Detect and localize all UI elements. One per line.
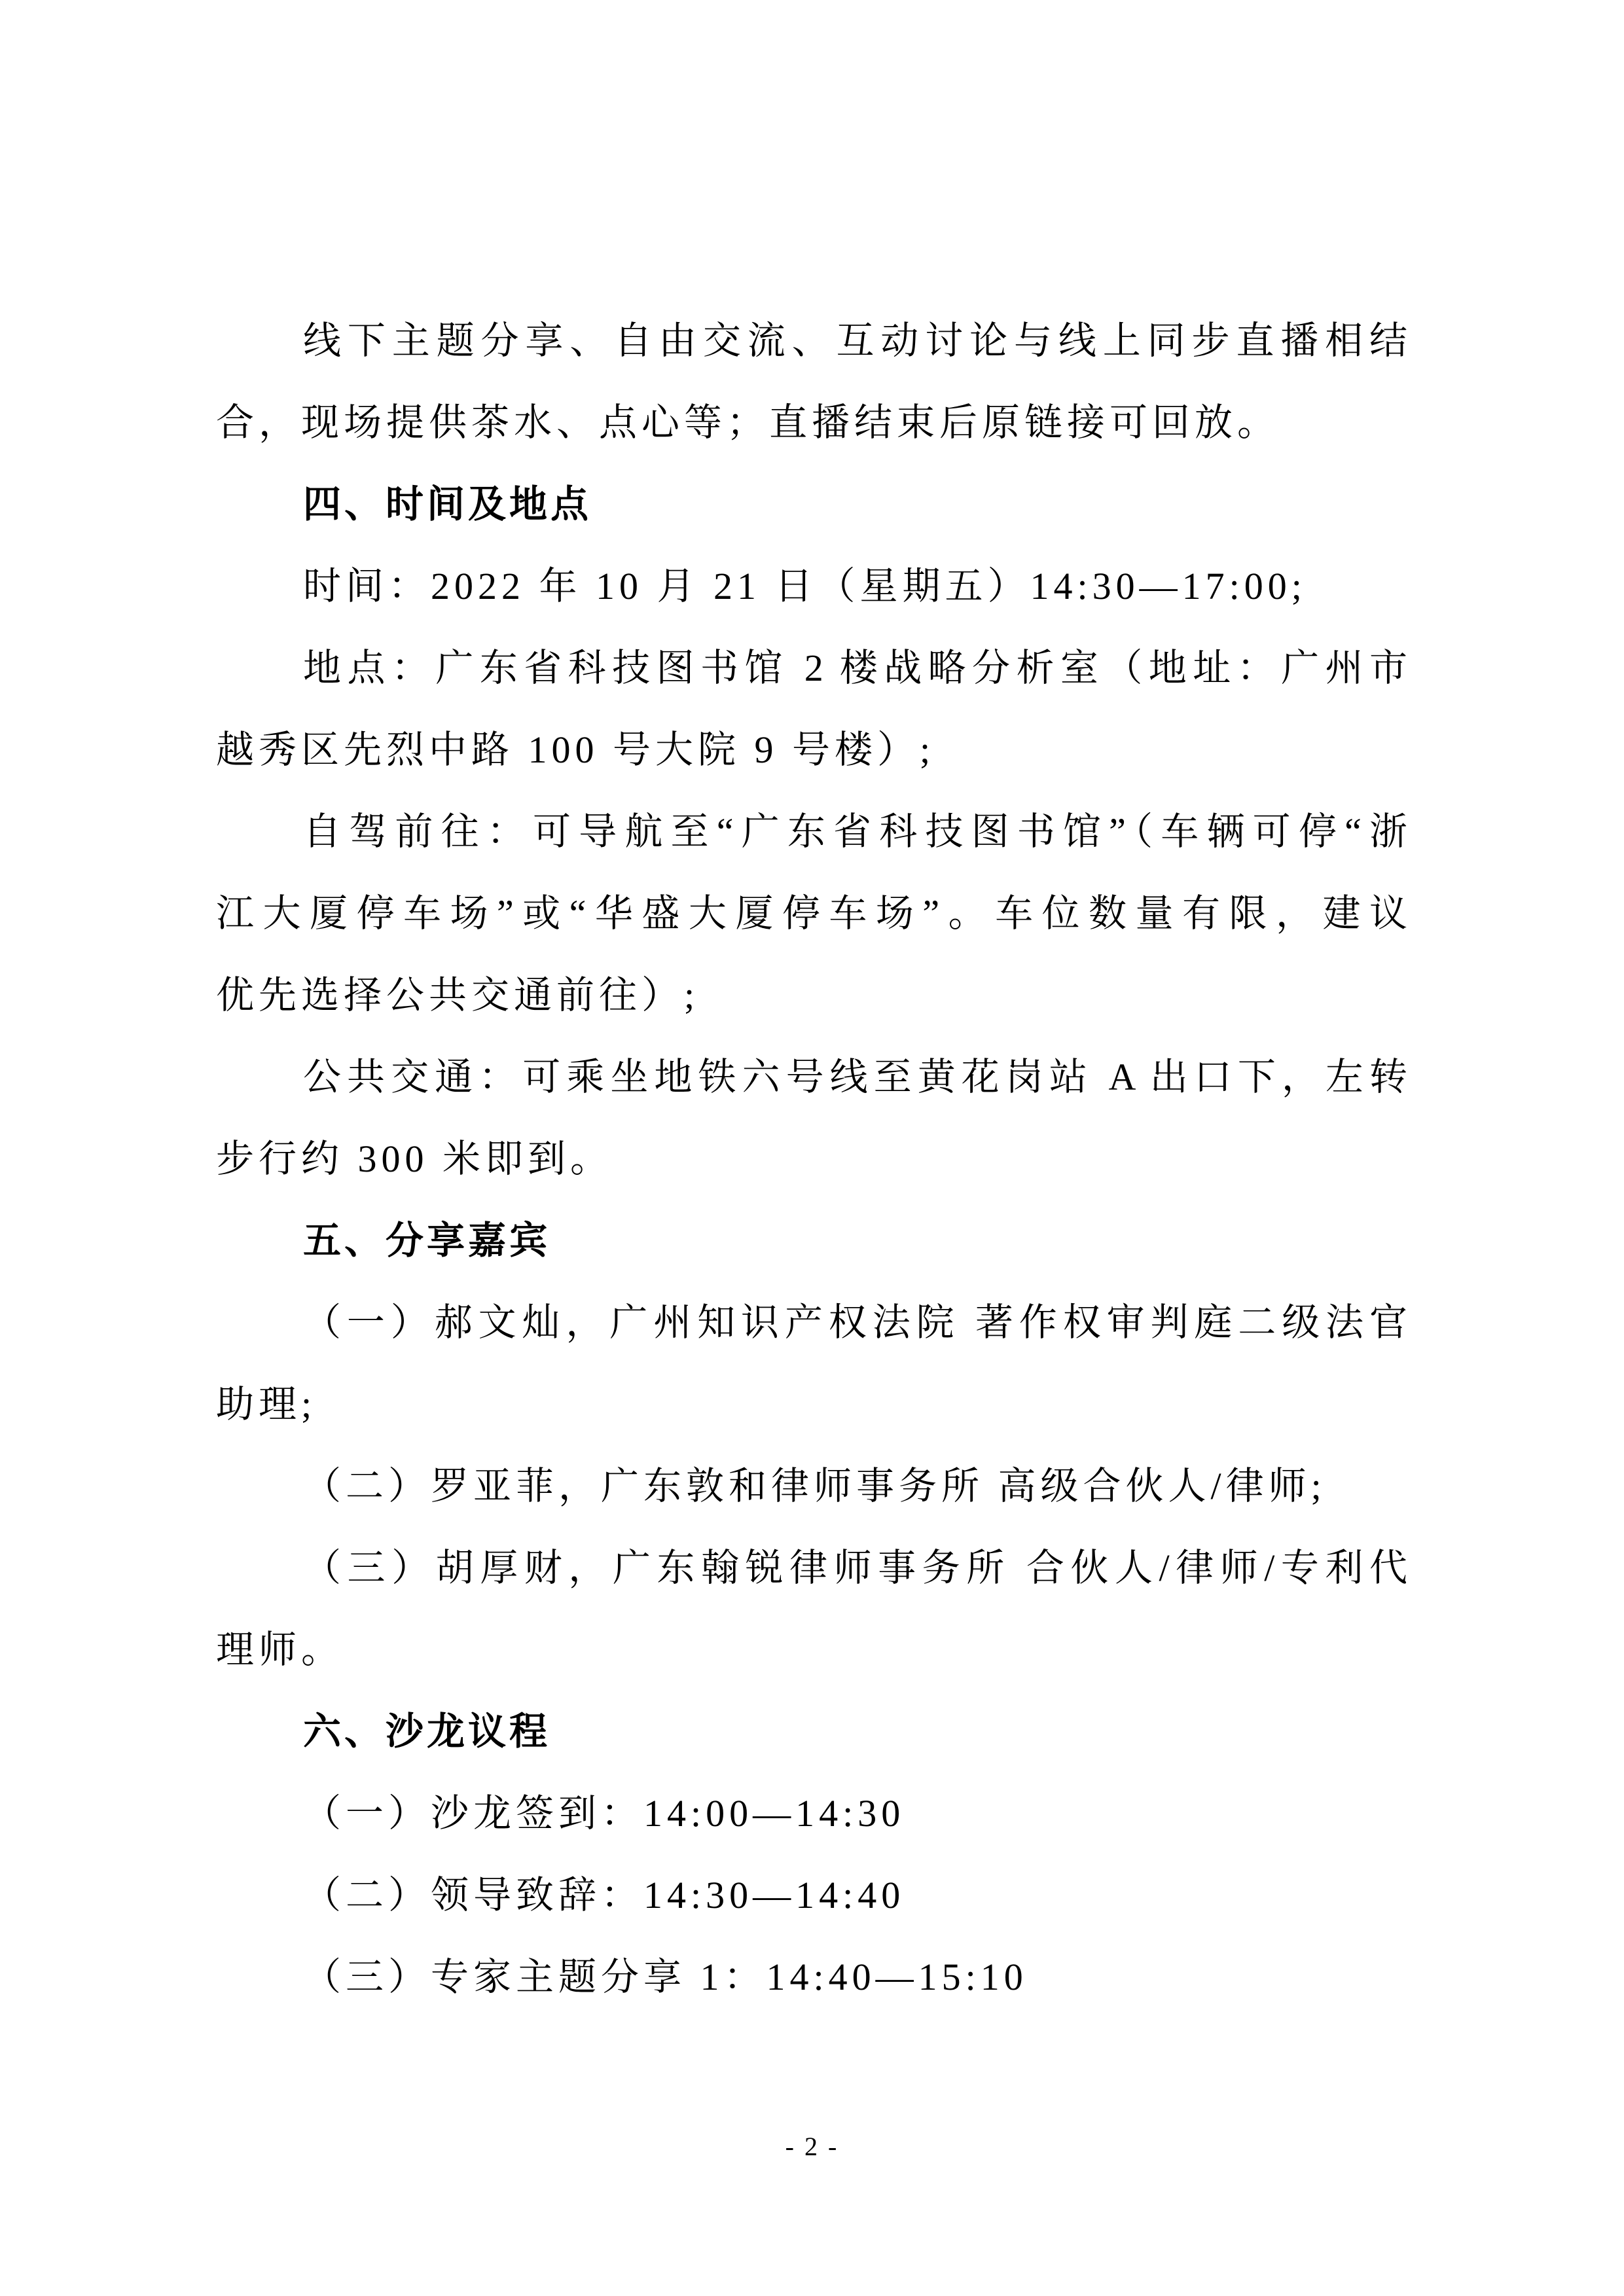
- guest3-line-1: （三）胡厚财，广东翰锐律师事务所 合伙人/律师/专利代: [303, 1547, 1408, 1589]
- section6-heading: 六、沙龙议程: [303, 1710, 551, 1753]
- location-line-2: 越秀区先烈中路 100 号大院 9 号楼）;: [216, 728, 935, 771]
- guest1-line-1: （一）郝文灿，广州知识产权法院 著作权审判庭二级法官: [303, 1301, 1408, 1344]
- guest2-line: （二）罗亚菲，广东敦和律师事务所 高级合伙人/律师;: [303, 1465, 1326, 1507]
- driving-line-3: 优先选择公共交通前往）;: [216, 974, 700, 1016]
- agenda-item-3: （三）专家主题分享 1：14:40—15:10: [303, 1956, 1028, 1998]
- intro-line-1: 线下主题分享、自由交流、互动讨论与线上同步直播相结: [303, 319, 1408, 362]
- driving-line-1: 自驾前往：可导航至“广东省科技图书馆”（车辆可停“浙: [303, 810, 1408, 853]
- agenda-item-1: （一）沙龙签到：14:00—14:30: [303, 1792, 905, 1835]
- section4-heading: 四、时间及地点: [303, 483, 592, 526]
- agenda-item-2: （二）领导致辞：14:30—14:40: [303, 1874, 905, 1916]
- location-line-1: 地点：广东省科技图书馆 2 楼战略分析室（地址：广州市: [303, 647, 1408, 689]
- intro-line-2: 合，现场提供茶水、点心等；直播结束后原链接可回放。: [216, 401, 1280, 444]
- document-body: [216, 300, 1408, 2018]
- guest3-line-2: 理师。: [216, 1628, 344, 1671]
- driving-line-2: 江大厦停车场”或“华盛大厦停车场”。车位数量有限，建议: [216, 892, 1408, 935]
- time-line: 时间：2022 年 10 月 21 日（星期五）14:30—17:00;: [303, 565, 1307, 607]
- section5-heading: 五、分享嘉宾: [303, 1219, 551, 1262]
- guest1-line-2: 助理;: [216, 1383, 317, 1426]
- transit-line-1: 公共交通：可乘坐地铁六号线至黄花岗站 A 出口下，左转: [303, 1056, 1408, 1098]
- page-number: - 2 -: [785, 2132, 839, 2161]
- transit-line-2: 步行约 300 米即到。: [216, 1138, 613, 1180]
